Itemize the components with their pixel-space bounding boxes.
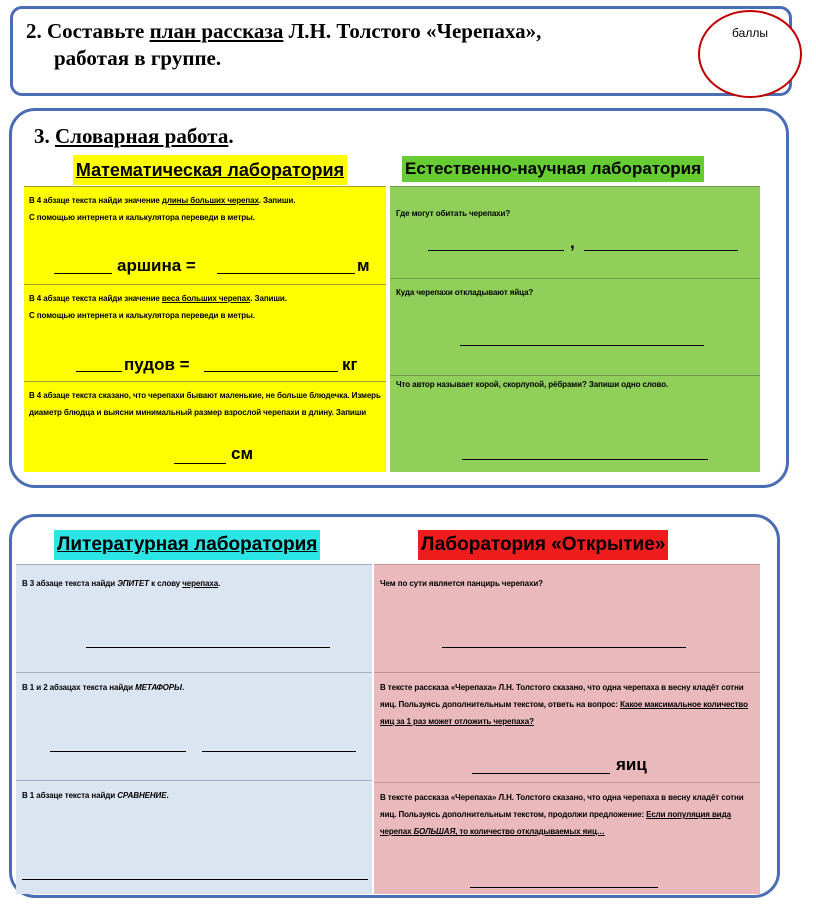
lit-q3-blank[interactable]	[22, 879, 368, 880]
disc-q2-blank[interactable]	[472, 773, 610, 774]
nat-q1-blank-2[interactable]	[584, 250, 738, 251]
math-lab-title-text: Математическая лаборатория	[73, 155, 347, 185]
math-q2-text: В 4 абзаце текста найди значение веса больших черепах. Запиши. С помощью интернета и калькулятора переведи в метры.	[29, 294, 287, 320]
disc-q3-blank[interactable]	[470, 887, 658, 888]
task3-number: 3.	[34, 124, 50, 148]
nat-q3-blank[interactable]	[462, 459, 708, 460]
task3-underlined-text: Словарная работа	[55, 124, 229, 148]
math-q2-blank-2[interactable]	[204, 371, 338, 372]
disc-lab-title-text: Лаборатория «Открытие»	[418, 530, 668, 560]
math-q1-unit-meters: м	[357, 256, 370, 275]
lit-lab-title-text: Литературная лаборатория	[54, 530, 320, 560]
disc-question-1	[374, 564, 760, 672]
task2-number: 2.	[26, 19, 42, 43]
task2-text-end: Л.Н. Толстого «Черепаха»,	[288, 19, 542, 43]
lit-lab-column	[16, 524, 372, 894]
nat-q1-comma: ,	[570, 233, 575, 252]
disc-q3-text: В тексте рассказа «Черепаха» Л.Н. Толстого сказано, что одна черепаха в весну кладёт сотни яиц. Пользуясь дополнительным текстом, продолжи предложение: Если популяция вида черепах БОЛЬШАЯ, то количество откладываемых яиц…	[380, 793, 744, 836]
nat-question-3	[390, 375, 760, 472]
nat-q2-blank[interactable]	[460, 345, 704, 346]
lit-q1-text: В 3 абзаце текста найди ЭПИТЕТ к слову черепаха.	[22, 579, 221, 588]
nat-lab-title	[402, 156, 704, 184]
task2-heading	[26, 18, 686, 72]
math-question-3	[24, 381, 386, 472]
nat-q2-text: Куда черепахи откладывают яйца?	[396, 288, 534, 297]
nat-question-1	[390, 186, 760, 278]
task2-text-start: Составьте	[47, 19, 145, 43]
nat-lab-column	[390, 150, 760, 472]
math-q1-blank-1[interactable]	[54, 273, 112, 274]
nat-q3-text: Что автор называет корой, скорлупой, рёбрами? Запиши одно слово.	[396, 380, 669, 389]
math-lab-title	[40, 155, 380, 187]
lit-q2-blank-2[interactable]	[202, 751, 356, 752]
task2-line2: работая в группе.	[54, 46, 222, 70]
task3-period: .	[228, 124, 234, 148]
disc-question-2	[374, 672, 760, 782]
lit-question-1	[16, 564, 372, 672]
nat-lab-title-text: Естественно-научная лаборатория	[402, 156, 704, 182]
disc-question-3	[374, 782, 760, 894]
math-q1-blank-2[interactable]	[217, 273, 355, 274]
lit-q1-blank[interactable]	[86, 647, 330, 648]
score-circle	[698, 10, 802, 98]
disc-q1-blank[interactable]	[442, 647, 686, 648]
math-q1-text: В 4 абзаце текста найди значение длины больших черепах. Запиши. С помощью интернета и калькулятора переведи в метры.	[29, 196, 296, 222]
math-lab-column	[24, 150, 386, 472]
task2-underlined-text: план рассказа	[149, 19, 284, 43]
math-q3-text: В 4 абзаце текста сказано, что черепахи бывают маленькие, не больше блюдечка. Измерь диаметр блюдца и выясни минимальный размер взрослой черепахи в длину. Запиши	[29, 391, 381, 417]
math-q2-unit-kg: кг	[342, 355, 358, 374]
lit-q2-text: В 1 и 2 абзацах текста найди МЕТАФОРЫ.	[22, 683, 185, 692]
lit-q3-text: В 1 абзаце текста найди СРАВНЕНИЕ.	[22, 791, 169, 800]
math-question-2	[24, 284, 386, 381]
disc-q2-unit-eggs: яиц	[616, 755, 647, 774]
math-q1-unit-arshin: аршина =	[117, 256, 196, 275]
disc-q1-text: Чем по сути является панцирь черепахи?	[380, 579, 543, 588]
task3-heading	[34, 123, 234, 150]
nat-question-2	[390, 278, 760, 375]
nat-q1-blank-1[interactable]	[428, 250, 564, 251]
score-label: баллы	[732, 26, 768, 40]
disc-q2-text: В тексте рассказа «Черепаха» Л.Н. Толстого сказано, что одна черепаха в весну кладёт сотни яиц. Пользуясь дополнительным текстом, ответь на вопрос: Какое максимальное количество яиц за 1 раз может отложить черепаха?	[380, 683, 748, 726]
math-question-1	[24, 186, 386, 284]
lit-question-3	[16, 780, 372, 894]
disc-lab-title	[418, 530, 668, 560]
math-q3-blank[interactable]	[174, 463, 226, 464]
math-q2-blank-1[interactable]	[76, 371, 122, 372]
nat-q1-text: Где могут обитать черепахи?	[396, 209, 511, 218]
lit-lab-title	[54, 530, 320, 560]
math-q3-unit-cm: см	[231, 444, 254, 463]
disc-lab-column	[374, 524, 760, 894]
math-q2-unit-pud: пудов =	[124, 355, 190, 374]
lit-q2-blank-1[interactable]	[50, 751, 186, 752]
lit-question-2	[16, 672, 372, 780]
